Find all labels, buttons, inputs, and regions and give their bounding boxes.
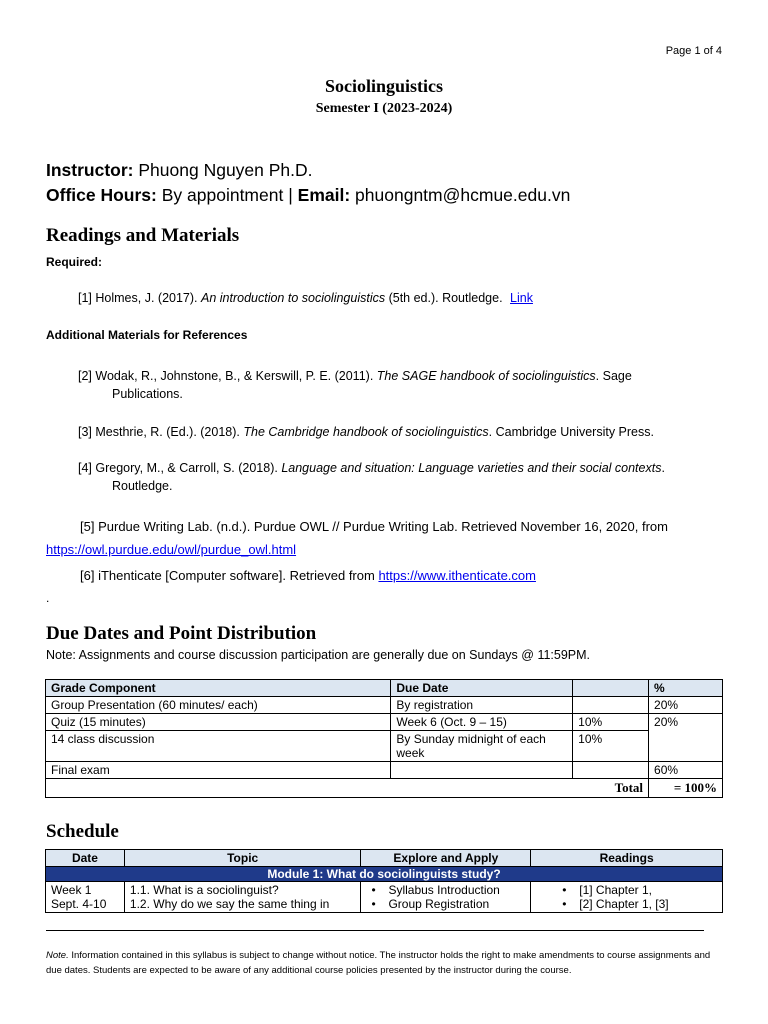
grade-table: [45, 679, 723, 798]
ref-text: Purdue Writing Lab. (n.d.). Purdue OWL // Purdue Writing Lab. Retrieved November 16, 2020, from: [98, 519, 668, 534]
table-header-row: [46, 680, 723, 697]
ref-publisher: .: [661, 461, 665, 475]
table-cell: Quiz (15 minutes): [46, 714, 391, 731]
ref-number: [2]: [78, 369, 92, 383]
office-hours-label: Office Hours:: [46, 185, 157, 205]
date-cell: [46, 882, 125, 913]
total-value: = 100%: [649, 779, 723, 798]
topic-item: 1.1. What is a sociolinguist?: [129, 883, 279, 897]
footer-divider: [46, 930, 704, 931]
table-row: [46, 762, 723, 779]
table-cell: 10%: [573, 714, 649, 731]
list-item: • Group Registration: [366, 897, 525, 911]
readings-cell: [531, 882, 723, 913]
ref-number: [1]: [78, 291, 92, 305]
module-row: [46, 867, 723, 882]
table-cell: [391, 762, 573, 779]
list-item: • [1] Chapter 1,: [557, 883, 717, 897]
table-header-row: [46, 850, 723, 867]
ref-number: [6]: [80, 568, 95, 583]
due-dates-heading: Due Dates and Point Distribution: [46, 623, 317, 644]
column-header: %: [649, 680, 723, 697]
ref-authors: Holmes, J. (2017).: [95, 291, 201, 305]
column-header: Explore and Apply: [361, 850, 531, 867]
readings-heading: Readings and Materials: [46, 225, 240, 246]
reference-3: [78, 423, 654, 441]
ref-authors: Wodak, R., Johnstone, B., & Kerswill, P. E. (2011).: [95, 369, 377, 383]
table-cell: 20%: [649, 697, 723, 714]
table-cell: 20%: [649, 714, 723, 731]
date-range: Sept. 4-10: [51, 897, 107, 911]
purdue-owl-link[interactable]: https://owl.purdue.edu/owl/purdue_owl.html: [46, 542, 297, 557]
required-label: Required:: [46, 255, 103, 269]
separator: |: [288, 185, 293, 205]
table-cell: Group Presentation (60 minutes/ each): [46, 697, 391, 714]
table-cell: Final exam: [46, 762, 391, 779]
table-row: [46, 714, 723, 731]
column-header: Readings: [531, 850, 723, 867]
table-cell: [573, 762, 649, 779]
table-cell: 14 class discussion: [46, 731, 391, 762]
topic-item: 1.2. Why do we say the same thing in: [129, 897, 330, 911]
column-header: [573, 680, 649, 697]
ref-number: [4]: [78, 461, 92, 475]
column-header: Due Date: [391, 680, 573, 697]
reference-1: [78, 289, 533, 307]
reference-6: [80, 567, 536, 585]
instructor-label: Instructor:: [46, 160, 134, 180]
ref-publisher: (5th ed.). Routledge.: [385, 291, 503, 305]
table-cell: By registration: [391, 697, 573, 714]
page-title: Sociolinguistics: [324, 76, 444, 96]
schedule-heading: Schedule: [46, 821, 119, 842]
table-cell: [649, 731, 723, 762]
ref-publisher: . Cambridge University Press.: [488, 425, 654, 439]
ref-title: The SAGE handbook of sociolinguistics: [376, 369, 596, 383]
table-cell: 60%: [649, 762, 723, 779]
ref-continuation: Publications.: [112, 387, 183, 401]
note-text: Information contained in this syllabus is subject to change without notice. The instructor holds the right to make amendments to course assignments and due dates. Students are expected to be aware of any additional course policies presented by the instructor during the course.: [46, 950, 711, 976]
page-number: Page 1 of 4: [665, 45, 722, 57]
stray-dot: .: [46, 591, 50, 605]
table-row: [46, 697, 723, 714]
table-row: [46, 882, 723, 913]
ref-text: iThenticate [Computer software]. Retrieved from: [98, 568, 375, 583]
office-hours-value: By appointment: [161, 185, 284, 205]
ref-number: [3]: [78, 425, 92, 439]
reference-link[interactable]: Link: [510, 291, 533, 305]
reference-4: [78, 459, 738, 495]
table-cell: [573, 697, 649, 714]
column-header: Topic: [124, 850, 361, 867]
ref-publisher: . Sage: [595, 369, 632, 383]
topic-cell: [124, 882, 361, 913]
reference-5: [46, 515, 726, 561]
column-header: Grade Component: [46, 680, 391, 697]
email-address: phuongntm@hcmue.edu.vn: [355, 185, 571, 205]
note-label: Note.: [46, 950, 69, 961]
schedule-table: [45, 849, 723, 913]
ref-authors: Gregory, M., & Carroll, S. (2018).: [95, 461, 282, 475]
ref-title: An introduction to sociolinguistics: [200, 291, 386, 305]
ithenticate-link[interactable]: https://www.ithenticate.com: [378, 568, 536, 583]
due-dates-note: Note: Assignments and course discussion participation are generally due on Sundays @ 11:59PM.: [46, 648, 591, 662]
list-item: • [2] Chapter 1, [3]: [557, 897, 717, 911]
table-row: [46, 731, 723, 762]
additional-materials-label: Additional Materials for References: [46, 328, 248, 342]
ref-title: Language and situation: Language varieties and their social contexts: [281, 461, 662, 475]
footer-note: [46, 948, 722, 978]
table-cell: By Sunday midnight of each week: [391, 731, 573, 762]
instructor-name: Phuong Nguyen Ph.D.: [138, 160, 313, 180]
date-week: Week 1: [51, 883, 92, 897]
column-header: Date: [46, 850, 125, 867]
total-label: Total: [46, 779, 649, 798]
module-title: Module 1: What do sociolinguists study?: [46, 867, 723, 882]
table-cell: Week 6 (Oct. 9 – 15): [391, 714, 573, 731]
explore-cell: [361, 882, 531, 913]
ref-number: [5]: [80, 519, 95, 534]
page-subtitle: Semester I (2023-2024): [315, 101, 453, 116]
ref-authors: Mesthrie, R. (Ed.). (2018).: [95, 425, 244, 439]
table-cell: 10%: [573, 731, 649, 762]
list-item: • Syllabus Introduction: [366, 883, 525, 897]
total-row: [46, 779, 723, 798]
ref-title: The Cambridge handbook of sociolinguistics: [243, 425, 489, 439]
office-hours-line: [46, 185, 570, 206]
reference-2: [78, 367, 718, 403]
email-label: Email:: [297, 185, 351, 205]
ref-continuation: Routledge.: [112, 479, 173, 493]
instructor-line: [46, 160, 313, 181]
